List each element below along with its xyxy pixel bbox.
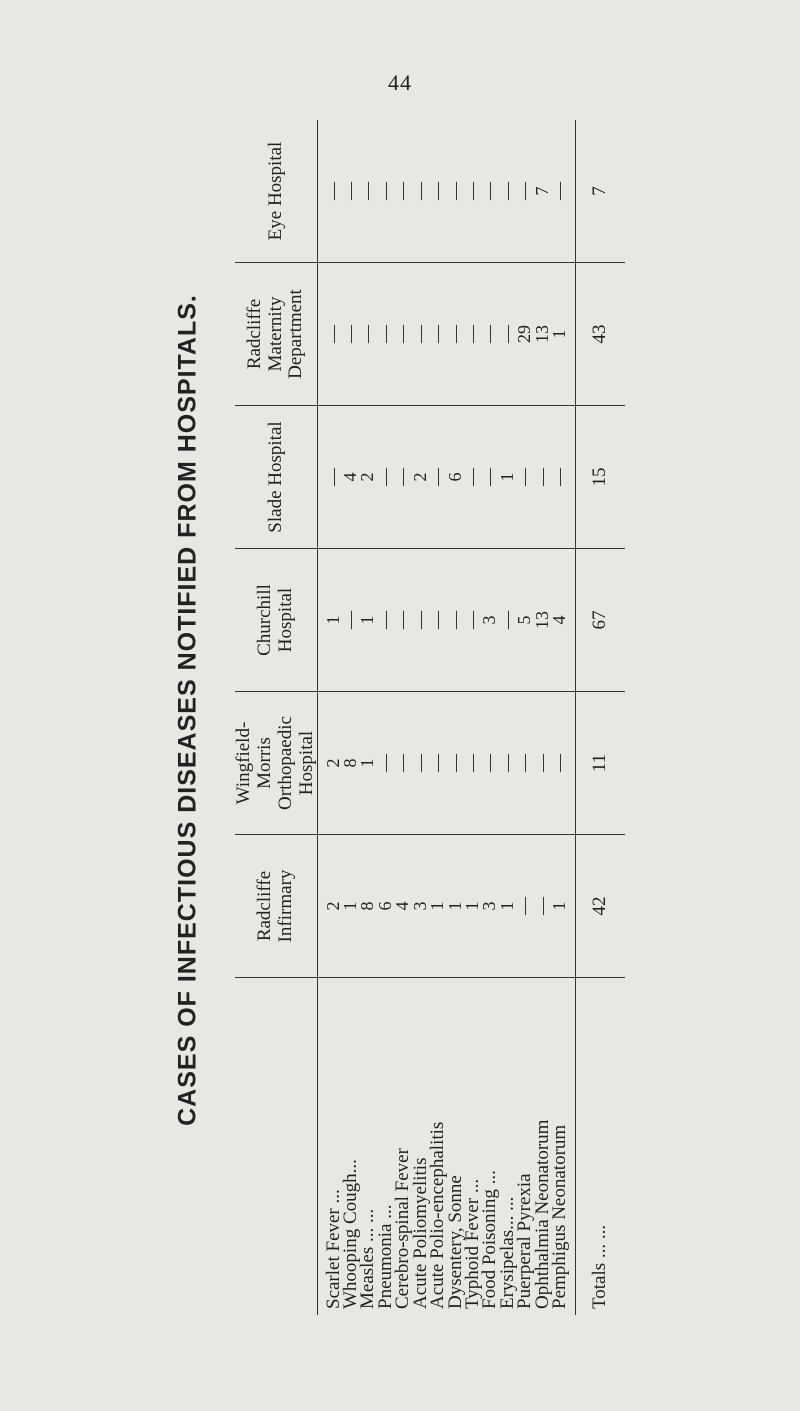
case-count: — xyxy=(340,611,361,629)
case-count: 2 xyxy=(409,472,430,482)
case-count: — xyxy=(322,468,343,486)
case-count: 3 xyxy=(479,615,500,625)
case-count: — xyxy=(461,754,482,772)
disease-label: Typhoid Fever ... xyxy=(461,1178,483,1309)
case-count: — xyxy=(548,754,569,772)
disease-label: Ophthalmia Neonatorum xyxy=(531,1119,553,1309)
case-count: 6 xyxy=(374,901,395,911)
values-churchill-hospital xyxy=(318,549,576,692)
case-count: — xyxy=(340,182,361,200)
case-count: — xyxy=(514,182,535,200)
notifications-table xyxy=(235,120,625,1315)
case-count: — xyxy=(322,325,343,343)
disease-label: Acute Poliomyelitis xyxy=(409,1157,431,1309)
case-count: 1 xyxy=(340,901,361,911)
case-count: — xyxy=(496,325,517,343)
disease-label: Erysipelas... ... xyxy=(496,1196,518,1309)
case-count: — xyxy=(427,325,448,343)
case-count: — xyxy=(461,611,482,629)
case-count: — xyxy=(409,611,430,629)
disease-list xyxy=(318,978,576,1315)
case-count: — xyxy=(357,182,378,200)
totals-label: Totals ... ... xyxy=(589,1224,611,1309)
case-count: — xyxy=(444,611,465,629)
case-count: — xyxy=(531,754,552,772)
values-wingfield-morris xyxy=(318,692,576,835)
total-slade-hospital: 15 xyxy=(576,406,625,549)
case-count: — xyxy=(322,182,343,200)
header-slade-hospital: Slade Hospital xyxy=(235,406,318,549)
total-wingfield-morris: 11 xyxy=(576,692,625,835)
case-count: 8 xyxy=(357,901,378,911)
case-count: 6 xyxy=(444,472,465,482)
values-radcliffe-infirmary xyxy=(318,835,576,978)
case-count: — xyxy=(496,754,517,772)
case-count: 13 xyxy=(531,611,552,629)
case-count: — xyxy=(392,325,413,343)
case-count: — xyxy=(479,325,500,343)
case-count: 1 xyxy=(444,901,465,911)
total-radcliffe-maternity: 43 xyxy=(576,263,625,406)
case-count: — xyxy=(374,468,395,486)
case-count: — xyxy=(444,754,465,772)
case-count: 13 xyxy=(531,325,552,343)
values-eye-hospital xyxy=(318,120,576,263)
disease-label: Pneumonia ... xyxy=(374,1204,396,1309)
case-count: — xyxy=(461,325,482,343)
case-count: — xyxy=(427,468,448,486)
case-count: 1 xyxy=(357,615,378,625)
case-count: — xyxy=(392,182,413,200)
case-count: — xyxy=(514,754,535,772)
case-count: — xyxy=(514,897,535,915)
disease-label: Puerperal Pyrexia xyxy=(514,1173,536,1309)
case-count: — xyxy=(357,325,378,343)
case-count: 4 xyxy=(392,901,413,911)
case-count: — xyxy=(548,182,569,200)
case-count: — xyxy=(461,182,482,200)
case-count: — xyxy=(427,611,448,629)
case-count: — xyxy=(444,325,465,343)
values-radcliffe-maternity xyxy=(318,263,576,406)
case-count: — xyxy=(479,182,500,200)
case-count: — xyxy=(409,754,430,772)
case-count: 4 xyxy=(340,472,361,482)
case-count: — xyxy=(427,182,448,200)
case-count: 1 xyxy=(427,901,448,911)
disease-label: Acute Polio-encephalitis xyxy=(427,1121,449,1309)
case-count: 2 xyxy=(357,472,378,482)
case-count: — xyxy=(461,468,482,486)
case-count: — xyxy=(409,325,430,343)
case-count: 1 xyxy=(496,472,517,482)
case-count: — xyxy=(496,611,517,629)
disease-label: Whooping Cough... xyxy=(340,1159,362,1309)
disease-label: Food Poisoning ... xyxy=(479,1170,501,1309)
case-count: 29 xyxy=(514,325,535,343)
case-count: — xyxy=(392,754,413,772)
case-count: — xyxy=(374,611,395,629)
case-count: — xyxy=(409,182,430,200)
case-count: — xyxy=(392,468,413,486)
disease-label: Dysentery, Sonne xyxy=(444,1175,466,1309)
header-wingfield-morris: Wingfield-Morris Orthopaedic Hospital xyxy=(235,692,318,835)
page-title: CASES OF INFECTIOUS DISEASES NOTIFIED FROM HOSPITALS. xyxy=(173,294,202,1126)
case-count: — xyxy=(479,468,500,486)
case-count: — xyxy=(427,754,448,772)
case-count: — xyxy=(479,754,500,772)
page-number: 44 xyxy=(388,70,412,95)
case-count: — xyxy=(340,325,361,343)
case-count: 2 xyxy=(322,901,343,911)
case-count: 7 xyxy=(531,186,552,196)
disease-label: Scarlet Fever ... xyxy=(322,1189,344,1309)
disease-label: Measles ... ... xyxy=(357,1208,379,1309)
case-count: 4 xyxy=(548,615,569,625)
case-count: — xyxy=(496,182,517,200)
case-count: 8 xyxy=(340,758,361,768)
case-count: — xyxy=(531,468,552,486)
case-count: 3 xyxy=(409,901,430,911)
case-count: — xyxy=(444,182,465,200)
header-eye-hospital: Eye Hospital xyxy=(235,120,318,263)
values-slade-hospital xyxy=(318,406,576,549)
case-count: 1 xyxy=(548,329,569,339)
case-count: 1 xyxy=(461,901,482,911)
case-count: — xyxy=(374,754,395,772)
case-count: — xyxy=(374,325,395,343)
case-count: — xyxy=(548,468,569,486)
case-count: 1 xyxy=(322,615,343,625)
case-count: 2 xyxy=(322,758,343,768)
header-blank xyxy=(235,978,318,1315)
case-count: — xyxy=(531,897,552,915)
total-churchill-hospital: 67 xyxy=(576,549,625,692)
case-count: 1 xyxy=(357,758,378,768)
total-eye-hospital: 7 xyxy=(576,120,625,263)
case-count: — xyxy=(392,611,413,629)
header-churchill-hospital: Churchill Hospital xyxy=(235,549,318,692)
case-count: — xyxy=(374,182,395,200)
disease-label: Cerebro-spinal Fever xyxy=(392,1148,414,1309)
case-count: 1 xyxy=(548,901,569,911)
case-count: 5 xyxy=(514,615,535,625)
case-count: 3 xyxy=(479,901,500,911)
header-radcliffe-maternity: Radcliffe Maternity Department xyxy=(235,263,318,406)
case-count: 1 xyxy=(496,901,517,911)
total-radcliffe-infirmary: 42 xyxy=(576,835,625,978)
disease-label: Pemphigus Neonatorum xyxy=(548,1124,570,1309)
case-count: — xyxy=(514,468,535,486)
header-radcliffe-infirmary: Radcliffe Infirmary xyxy=(235,835,318,978)
